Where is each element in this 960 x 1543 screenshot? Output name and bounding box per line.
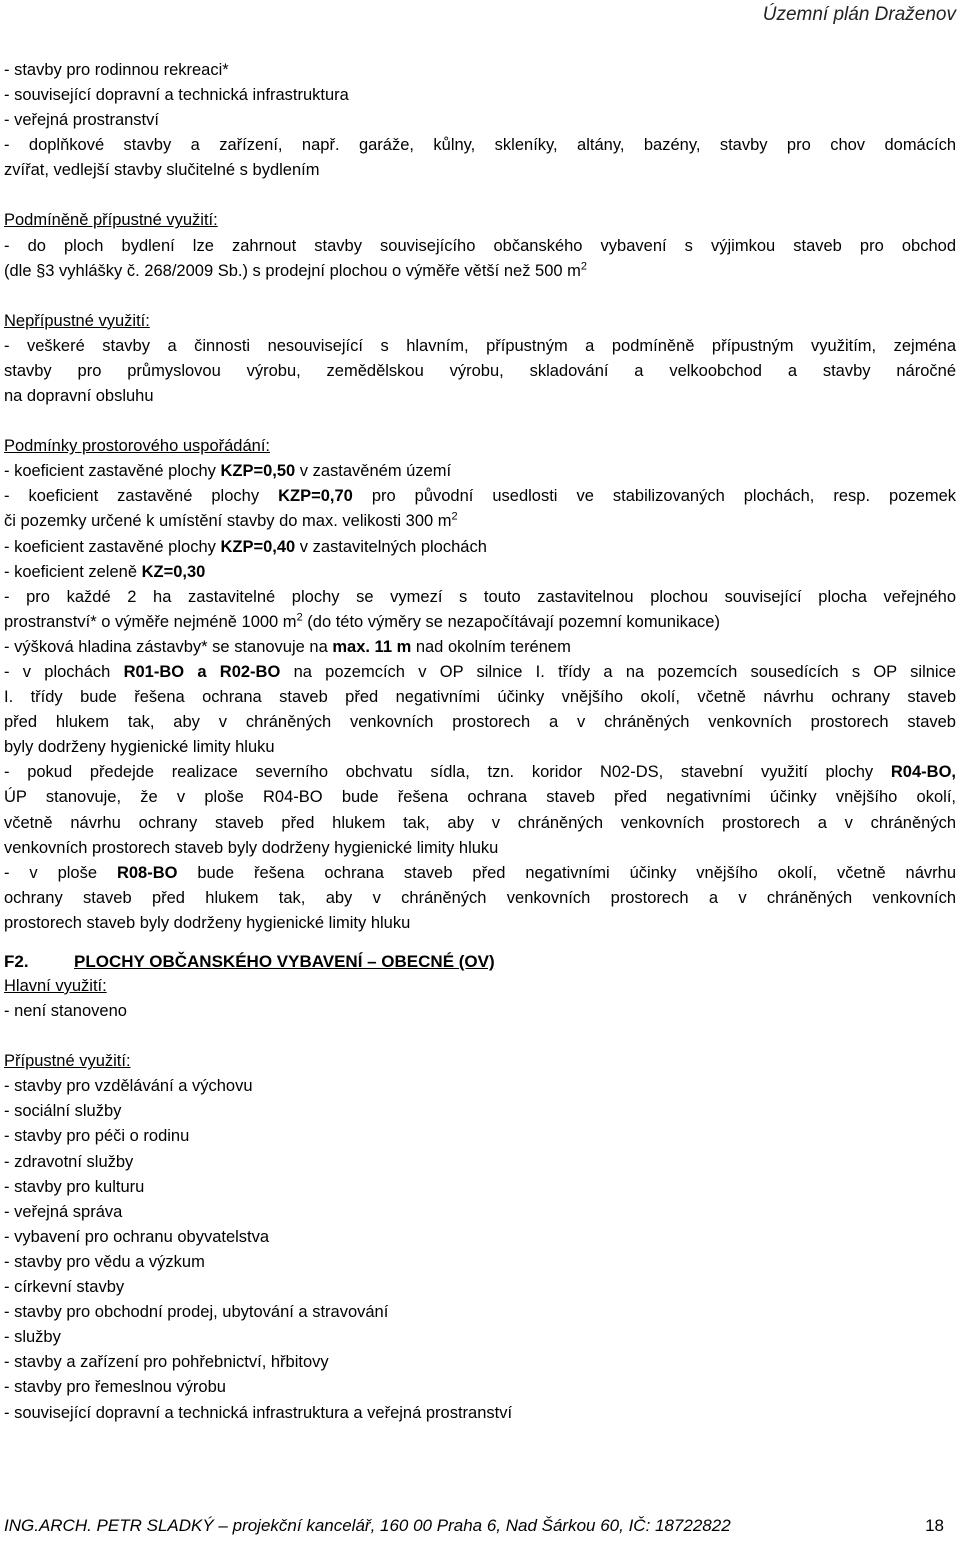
paragraph-line: na dopravní obsluhu — [4, 387, 154, 406]
page-number: 18 — [925, 1516, 944, 1535]
list-item: - do ploch bydlení lze zahrnout stavby souvisejícího občanského vybavení s výjimkou staveb pro obchod — [4, 236, 956, 255]
section-heading-prohibited: Nepřípustné využití: — [4, 311, 150, 330]
list-item: - stavby pro obchodní prodej, ubytování a stravování — [4, 1303, 389, 1322]
list-item: - zdravotní služby — [4, 1152, 134, 1171]
page-header: Územní plán Draženov — [762, 4, 956, 25]
list-item: - koeficient zastavěné plochy KZP=0,40 v zastavitelných plochách — [4, 537, 487, 556]
list-item: - sociální služby — [4, 1102, 122, 1121]
list-item: - stavby pro péči o rodinu — [4, 1127, 190, 1146]
list-item: - koeficient zeleně KZ=0,30 — [4, 562, 206, 581]
paragraph-line: venkovních prostorech staveb byly dodrženy hygienické limity hluku — [4, 838, 499, 857]
list-item: - veškeré stavby a činnosti nesouvisející s hlavním, přípustným a podmíněně přípustným využitím, zejména — [4, 336, 956, 355]
paragraph-line: včetně návrhu ochrany staveb před hlukem tak, aby v chráněných venkovních prostorech a v chráněných — [4, 813, 956, 832]
list-item: - související dopravní a technická infrastruktura a veřejná prostranství — [4, 1403, 513, 1422]
list-item: - pokud předejde realizace severního obchvatu sídla, tzn. koridor N02-DS, stavební využití plochy R04-BO, — [4, 763, 956, 782]
list-item: - koeficient zastavěné plochy KZP=0,70 pro původní usedlosti ve stabilizovaných plochách, resp. pozemek — [4, 487, 956, 506]
paragraph-line: ochrany staveb před hlukem tak, aby v chráněných venkovních prostorech a v chráněných venkovních — [4, 888, 956, 907]
section-number: F2. — [4, 952, 29, 971]
list-item: - výšková hladina zástavby* se stanovuje na max. 11 m nad okolním terénem — [4, 637, 571, 656]
list-item: - vybavení pro ochranu obyvatelstva — [4, 1227, 270, 1246]
list-item: - veřejná prostranství — [4, 111, 159, 130]
list-item: - stavby pro kulturu — [4, 1177, 145, 1196]
list-item: - stavby pro řemeslnou výrobu — [4, 1378, 226, 1397]
section-heading-spatial: Podmínky prostorového uspořádání: — [4, 437, 270, 456]
list-item: - koeficient zastavěné plochy KZP=0,50 v zastavěném území — [4, 462, 452, 481]
list-item: - pro každé 2 ha zastavitelné plochy se vymezí s touto zastavitelnou plochou související plocha veřejného — [4, 587, 956, 606]
list-item: - stavby pro vzdělávání a výchovu — [4, 1077, 253, 1096]
page-footer — [4, 1516, 944, 1536]
section-heading-main-use: Hlavní využití: — [4, 977, 107, 995]
list-item: - doplňkové stavby a zařízení, např. garáže, kůlny, skleníky, altány, bazény, stavby pro chov domácích — [4, 136, 956, 155]
list-item: - související dopravní a technická infrastruktura — [4, 86, 349, 105]
section-heading-f2 — [4, 950, 956, 974]
list-item: - stavby a zařízení pro pohřebnictví, hřbitovy — [4, 1353, 329, 1372]
list-item: - služby — [4, 1328, 61, 1347]
paragraph-line: či pozemky určené k umístění stavby do max. velikosti 300 $m^2$ — [4, 510, 458, 531]
paragraph-line: byly dodrženy hygienické limity hluku — [4, 738, 275, 757]
paragraph-line: I. třídy bude řešena ochrana staveb před negativními účinky vnějšího okolí, včetně návrhu ochrany staveb — [4, 688, 956, 707]
list-item: - v plochách R01-BO a R02-BO na pozemcích v OP silnice I. třídy a na pozemcích sousedících s OP silnice — [4, 662, 957, 681]
paragraph-line: prostranství* o výměře nejméně 1000 $m^2$ (do této výměry se nezapočítávají pozemní komunikace) — [4, 611, 720, 631]
footer-text: ING.ARCH. PETR SLADKÝ – projekční kancelář, 160 00 Praha 6, Nad Šárkou 60, IČ: 18722822 — [4, 1516, 731, 1535]
list-item: - není stanoveno — [4, 1002, 127, 1021]
list-item: - stavby pro vědu a výzkum — [4, 1252, 205, 1271]
section-heading-conditional: Podmíněně přípustné využití: — [4, 211, 218, 230]
paragraph-line: stavby pro průmyslovou výrobu, zemědělskou výrobu, skladování a velkoobchod a stavby náročné — [4, 361, 956, 380]
paragraph-line: před hlukem tak, aby v chráněných venkovních prostorech a v chráněných venkovních prostorech staveb — [4, 713, 956, 732]
list-item: - církevní stavby — [4, 1278, 125, 1297]
paragraph-line: zvířat, vedlejší stavby slučitelné s bydlením — [4, 161, 320, 180]
list-item: - stavby pro rodinnou rekreaci* — [4, 61, 229, 79]
paragraph-line: prostorech staveb byly dodrženy hygienické limity hluku — [4, 913, 411, 932]
paragraph-line: (dle §3 vyhlášky č. 268/2009 Sb.) s prodejní plochou o výměře větší než 500 $m^2$ — [4, 260, 588, 280]
section-heading-permitted: Přípustné využití: — [4, 1052, 131, 1071]
section-title: PLOCHY OBČANSKÉHO VYBAVENÍ – OBECNÉ (OV) — [74, 952, 495, 971]
list-item: - v ploše R08-BO bude řešena ochrana staveb před negativními účinky vnějšího okolí, včetně návrhu — [4, 863, 957, 882]
document-body — [4, 58, 956, 1426]
list-item: - veřejná správa — [4, 1202, 123, 1221]
paragraph-line: ÚP stanovuje, že v ploše R04-BO bude řešena ochrana staveb před negativními účinky vnějšího okolí, — [4, 788, 956, 807]
